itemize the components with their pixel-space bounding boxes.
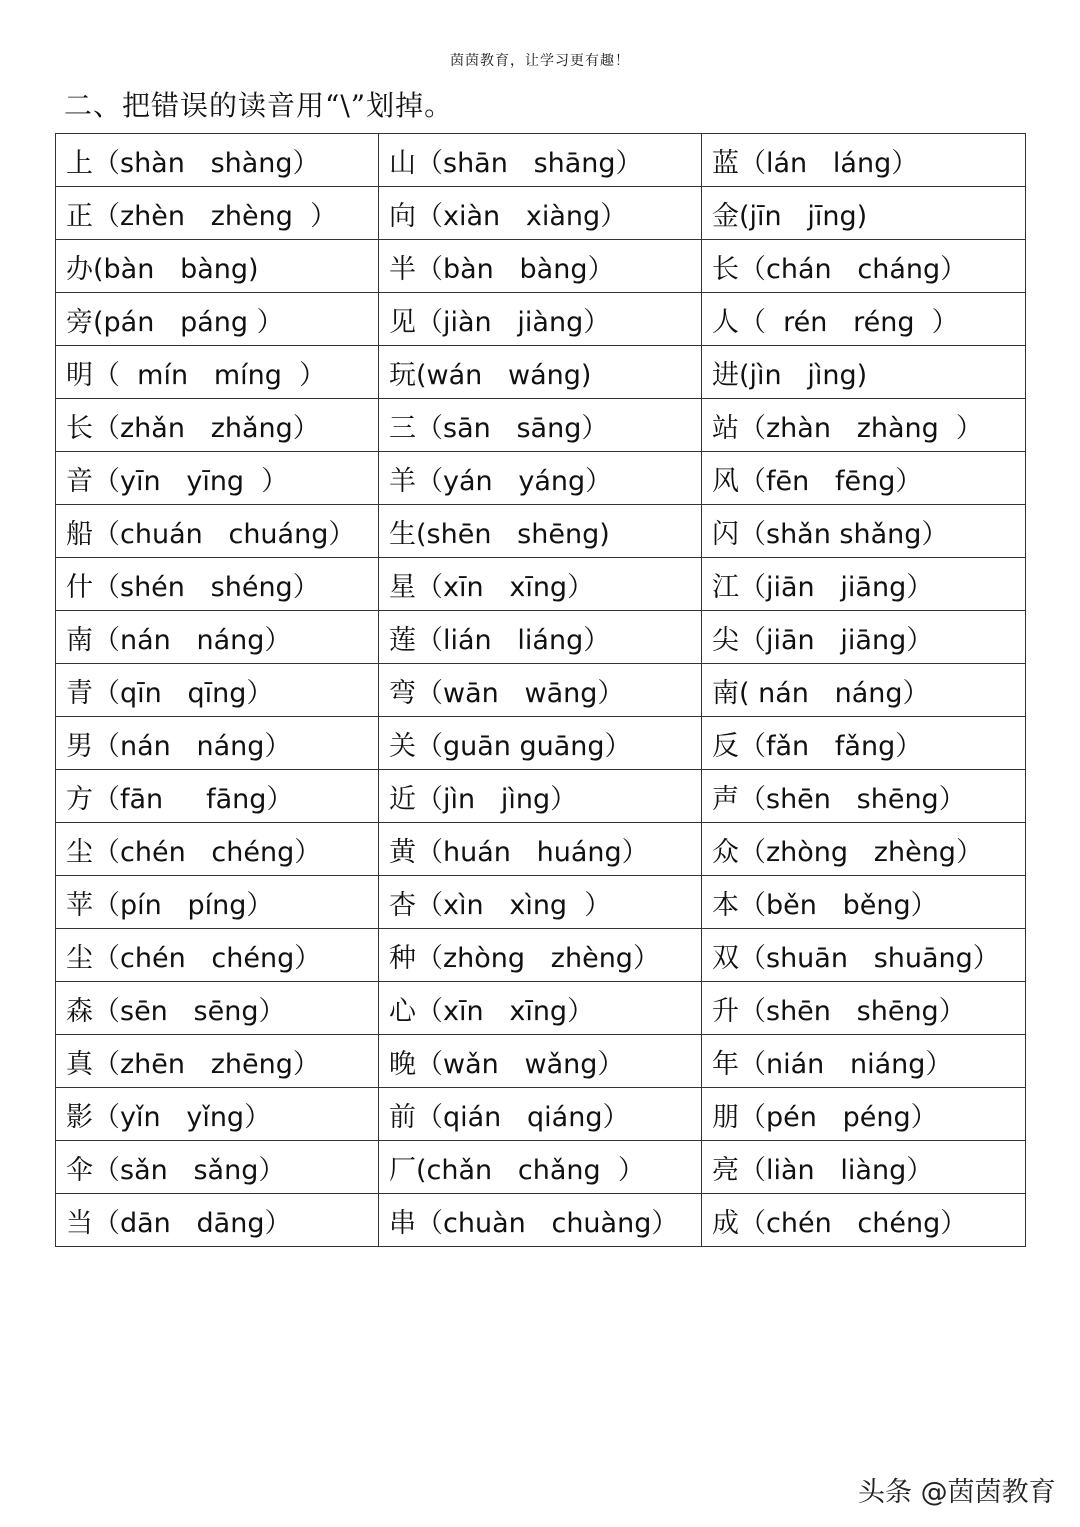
pinyin-cell: 进(jìn jìng) [702, 346, 1026, 399]
pinyin-cell: 森（sēn sēng） [56, 982, 379, 1035]
pinyin-cell: 前（qián qiáng） [379, 1088, 702, 1141]
pinyin-cell: 关（guān guāng） [379, 717, 702, 770]
table-row [56, 293, 1026, 346]
pinyin-cell: 生(shēn shēng) [379, 505, 702, 558]
pinyin-cell: 晚（wǎn wǎng） [379, 1035, 702, 1088]
pinyin-cell: 当（dān dāng） [56, 1194, 379, 1247]
pinyin-cell: 亮（liàn liàng） [702, 1141, 1026, 1194]
pinyin-table-body [56, 134, 1026, 1247]
table-row [56, 558, 1026, 611]
pinyin-cell: 本（běn běng） [702, 876, 1026, 929]
pinyin-cell: 声（shēn shēng） [702, 770, 1026, 823]
table-row [56, 929, 1026, 982]
watermark: 头条 @茵茵教育 [858, 1477, 1056, 1508]
pinyin-cell: 青（qīn qīng） [56, 664, 379, 717]
pinyin-cell: 黄（huán huáng） [379, 823, 702, 876]
pinyin-cell: 众（zhòng zhèng） [702, 823, 1026, 876]
table-row [56, 134, 1026, 187]
pinyin-cell: 闪（shǎn shǎng） [702, 505, 1026, 558]
table-row [56, 240, 1026, 293]
table-row [56, 1141, 1026, 1194]
pinyin-cell: 山（shān shāng） [379, 134, 702, 187]
pinyin-cell: 南（nán náng） [56, 611, 379, 664]
table-row [56, 399, 1026, 452]
pinyin-cell: 苹（pín píng） [56, 876, 379, 929]
pinyin-cell: 站（zhàn zhàng ） [702, 399, 1026, 452]
pinyin-cell: 真（zhēn zhēng） [56, 1035, 379, 1088]
table-row [56, 346, 1026, 399]
pinyin-cell: 风（fēn fēng） [702, 452, 1026, 505]
pinyin-cell: 旁(pán páng ） [56, 293, 379, 346]
pinyin-cell: 正（zhèn zhèng ） [56, 187, 379, 240]
pinyin-cell: 蓝（lán láng） [702, 134, 1026, 187]
pinyin-cell: 弯（wān wāng） [379, 664, 702, 717]
table-row [56, 770, 1026, 823]
section-title: 二、把错误的读音用“\”划掉。 [64, 89, 454, 122]
table-row [56, 664, 1026, 717]
pinyin-cell: 南( nán náng） [702, 664, 1026, 717]
pinyin-cell: 杏（xìn xìng ） [379, 876, 702, 929]
table-row [56, 187, 1026, 240]
pinyin-cell: 人（ rén réng ） [702, 293, 1026, 346]
pinyin-cell: 什（shén shéng） [56, 558, 379, 611]
pinyin-cell: 莲（lián liáng） [379, 611, 702, 664]
pinyin-cell: 上（shàn shàng） [56, 134, 379, 187]
header-note: 茵茵教育，让学习更有趣！ [450, 53, 630, 69]
table-row [56, 1194, 1026, 1247]
pinyin-cell: 办(bàn bàng) [56, 240, 379, 293]
pinyin-cell: 伞（sǎn sǎng） [56, 1141, 379, 1194]
pinyin-cell: 串（chuàn chuàng） [379, 1194, 702, 1247]
pinyin-cell: 音（yīn yīng ） [56, 452, 379, 505]
pinyin-cell: 厂(chǎn chǎng ） [379, 1141, 702, 1194]
pinyin-cell: 方（fān fāng） [56, 770, 379, 823]
table-row [56, 876, 1026, 929]
pinyin-cell: 明（ mín míng ） [56, 346, 379, 399]
pinyin-cell: 种（zhòng zhèng） [379, 929, 702, 982]
table-row [56, 505, 1026, 558]
pinyin-cell: 反（fǎn fǎng） [702, 717, 1026, 770]
pinyin-cell: 朋（pén péng） [702, 1088, 1026, 1141]
pinyin-table [55, 133, 1026, 1247]
pinyin-cell: 长（zhǎn zhǎng） [56, 399, 379, 452]
pinyin-cell: 成（chén chéng） [702, 1194, 1026, 1247]
table-row [56, 982, 1026, 1035]
table-row [56, 452, 1026, 505]
pinyin-cell: 半（bàn bàng） [379, 240, 702, 293]
pinyin-cell: 心（xīn xīng） [379, 982, 702, 1035]
pinyin-cell: 金(jīn jīng) [702, 187, 1026, 240]
pinyin-cell: 双（shuān shuāng） [702, 929, 1026, 982]
pinyin-cell: 船（chuán chuáng） [56, 505, 379, 558]
pinyin-cell: 升（shēn shēng） [702, 982, 1026, 1035]
pinyin-cell: 向（xiàn xiàng） [379, 187, 702, 240]
table-row [56, 717, 1026, 770]
pinyin-cell: 星（xīn xīng） [379, 558, 702, 611]
table-row [56, 823, 1026, 876]
pinyin-cell: 见（jiàn jiàng） [379, 293, 702, 346]
pinyin-cell: 玩(wán wáng) [379, 346, 702, 399]
pinyin-cell: 羊（yán yáng） [379, 452, 702, 505]
pinyin-cell: 年（nián niáng） [702, 1035, 1026, 1088]
pinyin-cell: 尖（jiān jiāng） [702, 611, 1026, 664]
pinyin-cell: 尘（chén chéng） [56, 823, 379, 876]
pinyin-cell: 江（jiān jiāng） [702, 558, 1026, 611]
pinyin-cell: 影（yǐn yǐng） [56, 1088, 379, 1141]
table-row [56, 1035, 1026, 1088]
pinyin-cell: 三（sān sāng） [379, 399, 702, 452]
pinyin-cell: 男（nán náng） [56, 717, 379, 770]
pinyin-cell: 长（chán cháng） [702, 240, 1026, 293]
pinyin-cell: 近（jìn jìng） [379, 770, 702, 823]
pinyin-cell: 尘（chén chéng） [56, 929, 379, 982]
table-row [56, 1088, 1026, 1141]
table-row [56, 611, 1026, 664]
